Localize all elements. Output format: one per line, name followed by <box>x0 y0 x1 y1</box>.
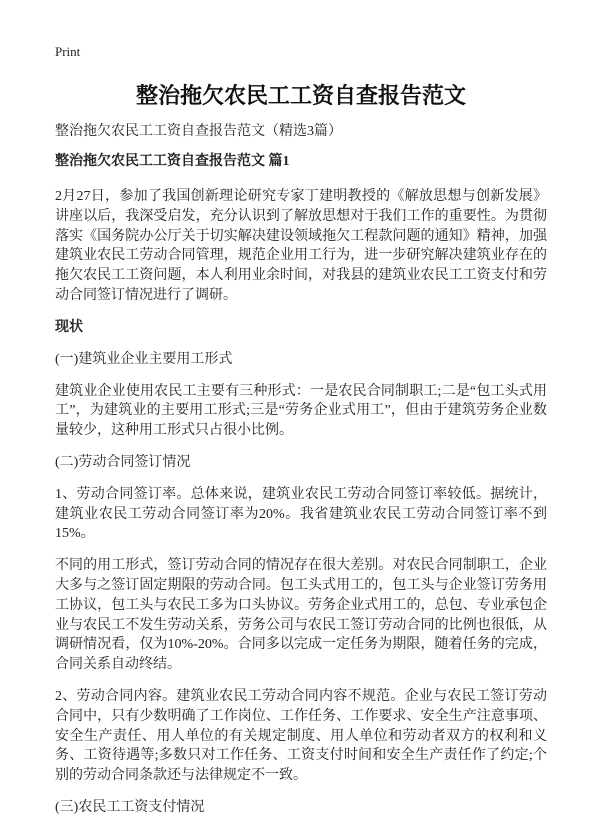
document-title: 整治拖欠农民工工资自查报告范文 <box>135 83 466 108</box>
paragraph-contract-content: 2、劳动合同内容。建筑业农民工劳动合同内容不规范。企业与农民工签订劳动合同中，只有少数明确了工作岗位、工作任务、工作要求、安全生产注意事项、安全生产责任、用人单位的有关规定制度、用人单位和劳动者双方的权利和义务、工资待遇等;多数只对工作任务、工资支付时间和安全生产责任作了约定;个别的劳动合同条款还与法律规定不一致。 <box>55 688 547 784</box>
subheading-wage-payment: (三)农民工工资支付情况 <box>55 799 205 815</box>
subheading-contract-signing: (二)劳动合同签订情况 <box>55 454 191 470</box>
document-page <box>55 44 547 830</box>
subheading-employment-forms: (一)建筑业企业主要用工形式 <box>55 351 233 367</box>
document-subtitle: 整治拖欠农民工工资自查报告范文（精选3篇） <box>55 124 342 139</box>
paragraph-intro: 2月27日，参加了我国创新理论研究专家丁建明教授的《解放思想与创新发展》讲座以后，我深受启发，充分认识到了解放思想对于我们工作的重要性。为贯彻落实《国务院办公厅关于切实解决建设领域拖欠工程款问题的通知》精神，加强建筑业农民工劳动合同管理，规范企业用工行为，进一步研究解决建筑业存在的拖欠农民工工资问题，本人利用业余时间，对我县的建筑业农民工工资支付和劳动合同签订情况进行了调研。 <box>55 189 547 303</box>
heading-status: 现状 <box>55 319 83 335</box>
paragraph-signing-rate: 1、劳动合同签订率。总体来说，建筑业农民工劳动合同签订率较低。据统计，建筑业农民工劳动合同签订率为20%。我省建筑业农民工劳动合同签订率不到15%。 <box>55 486 547 542</box>
section-heading: 整治拖欠农民工工资自查报告范文 篇1 <box>55 154 290 169</box>
print-label: Print <box>55 44 81 59</box>
paragraph-employment-forms: 建筑业企业使用农民工主要有三种形式：一是农民合同制职工;二是“包工头式用工”，为建筑业的主要用工形式;三是“劳务企业式用工”，但由于建筑劳务企业数量较少，这种用工形式只占很小比例。 <box>55 383 547 439</box>
paragraph-signing-differences: 不同的用工形式，签订劳动合同的情况存在很大差别。对农民合同制职工，企业大多与之签订固定期限的劳动合同。包工头式用工的，包工头与企业签订劳务用工协议，包工头与农民工多为口头协议。劳务企业式用工的，总包、专业承包企业与农民工不发生劳动关系，劳务公司与农民工签订劳动合同的比例也很低，从调研情况看，仅为10%-20%。合同多以完成一定任务为期限，随着任务的完成，合同关系自动终结。 <box>55 558 547 673</box>
